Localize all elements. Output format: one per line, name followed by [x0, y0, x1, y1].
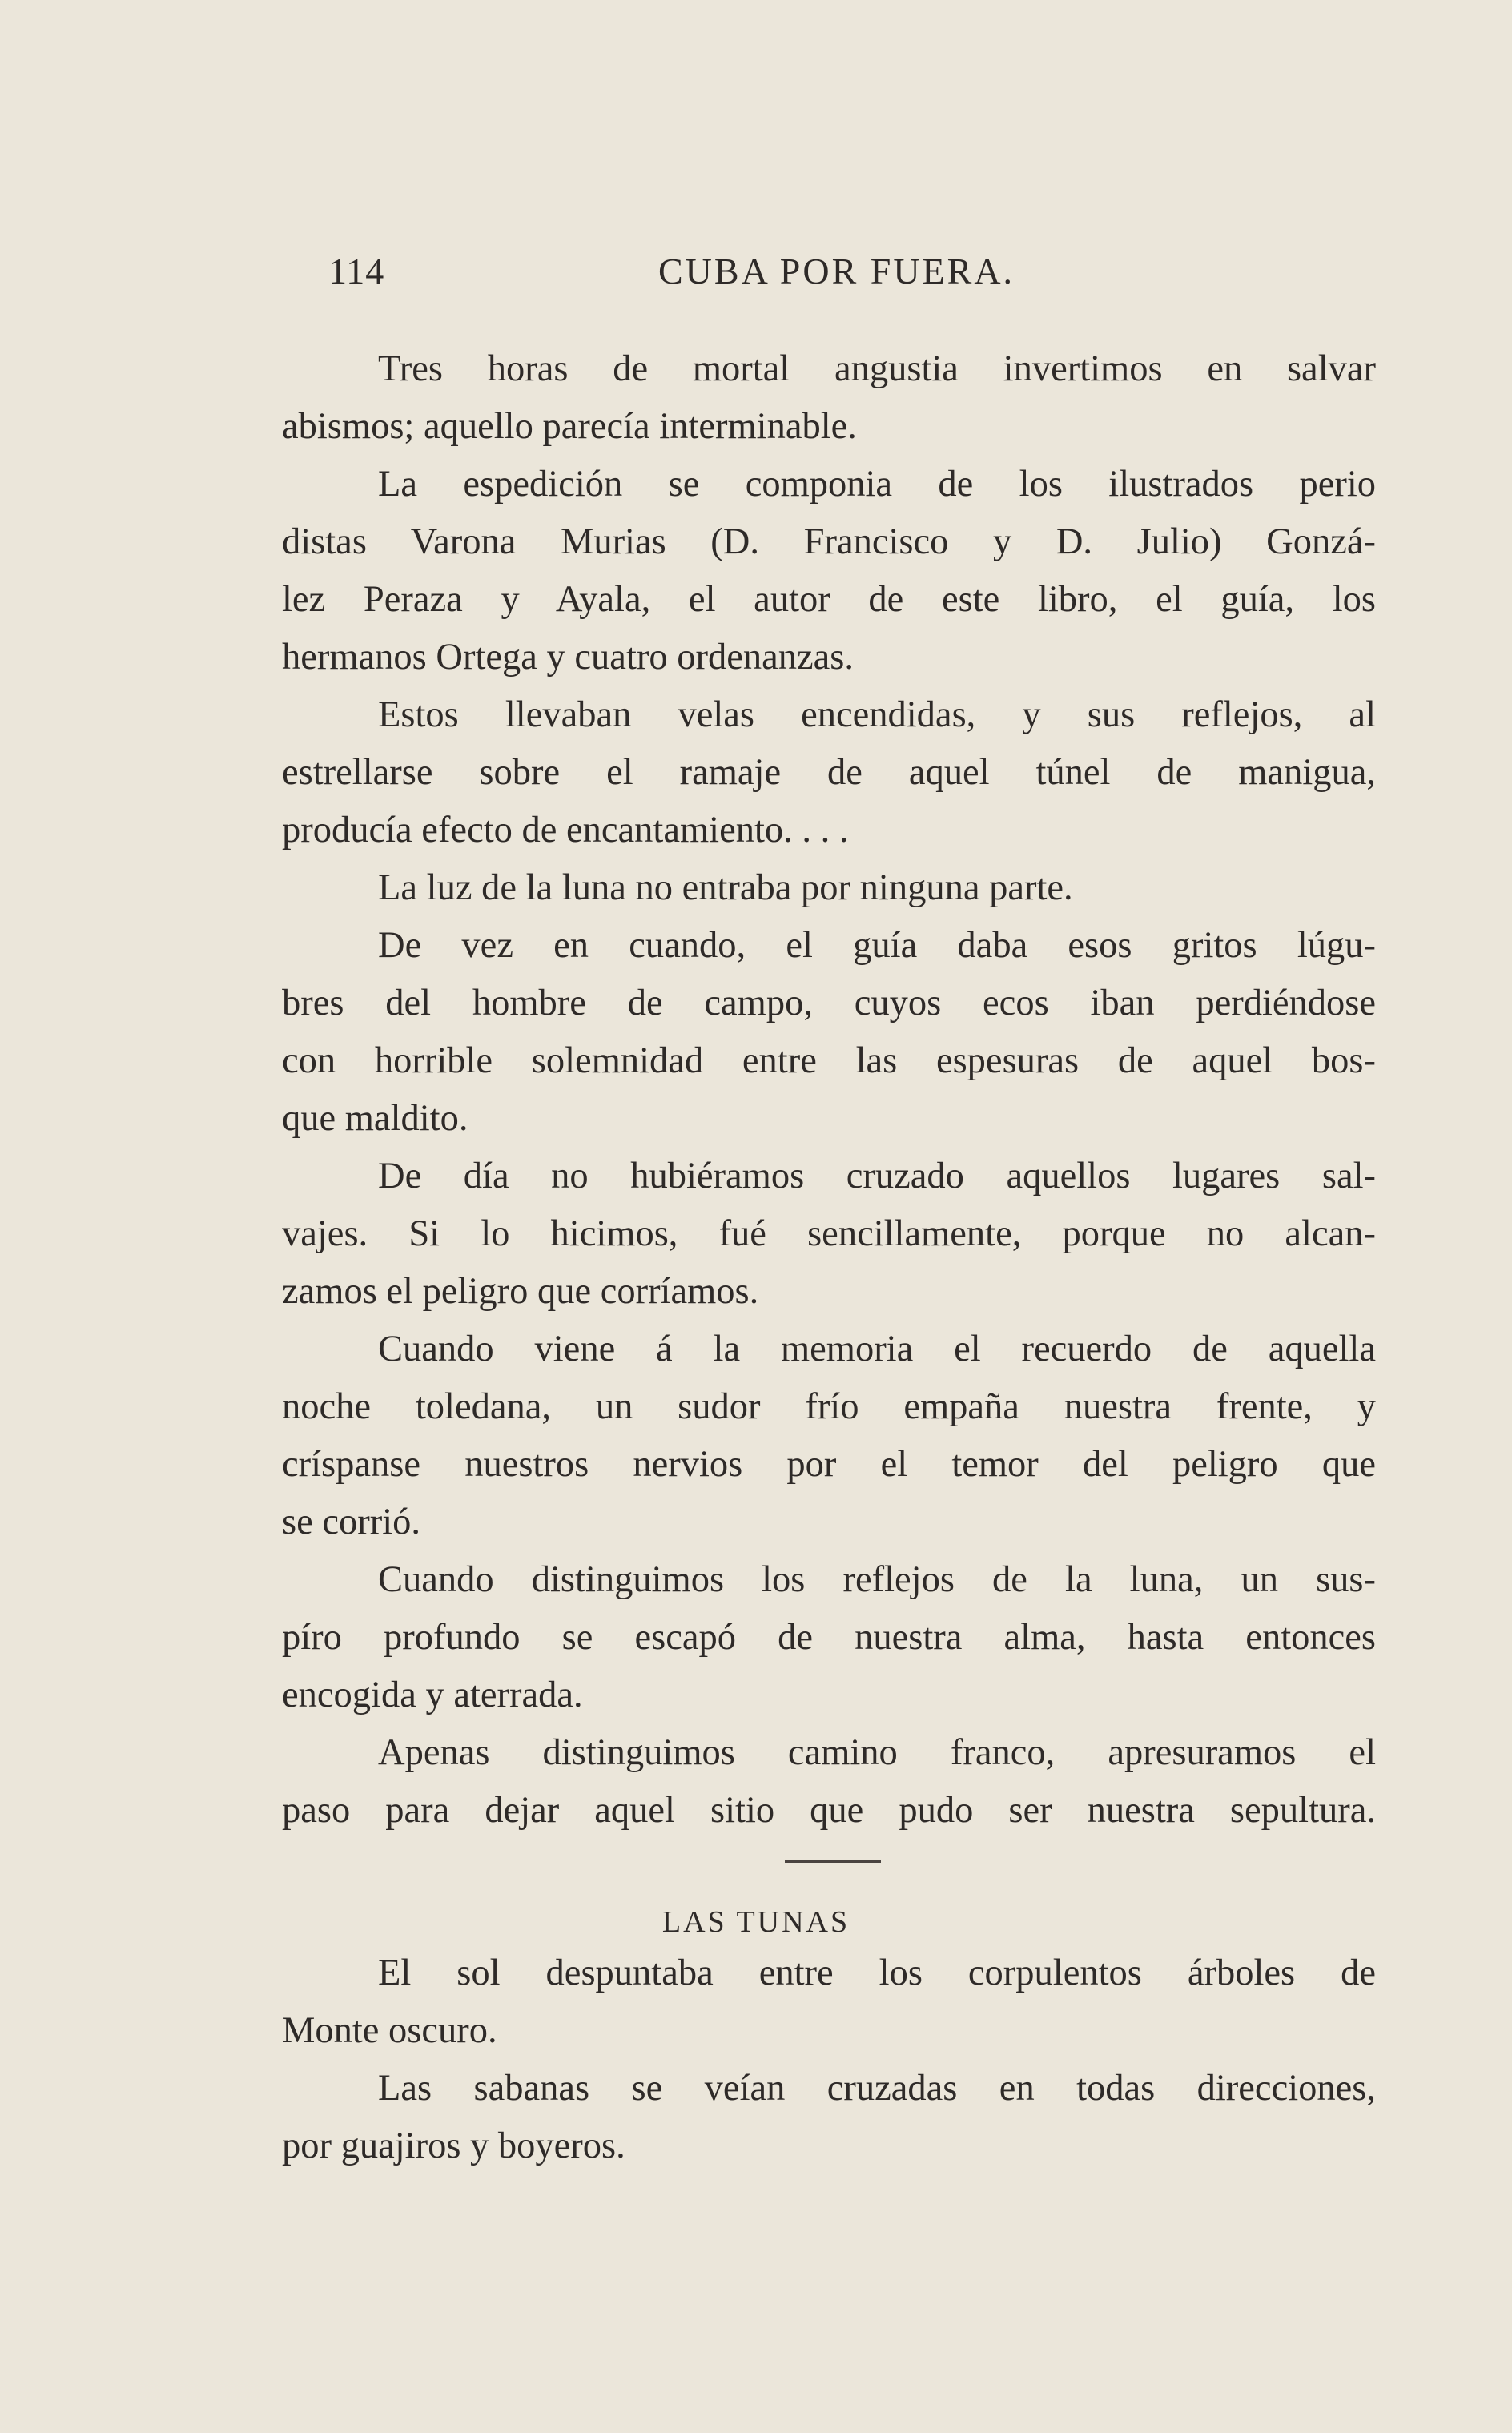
text-line: por guajiros y boyeros. [282, 2125, 625, 2166]
text-line: Cuando distinguimos los reflejos de la luna, un sus- [378, 1559, 1376, 1600]
text-line: píro profundo se escapó de nuestra alma, hasta entonces [282, 1617, 1376, 1658]
text-line: Monte oscuro. [282, 2010, 497, 2051]
text-line: Tres horas de mortal angustia invertimos en salvar [378, 348, 1376, 389]
text-line: noche toledana, un sudor frío empaña nuestra frente, y [282, 1386, 1376, 1427]
text-line: lez Peraza y Ayala, el autor de este libro, el guía, los [282, 579, 1376, 620]
text-line: se corrió. [282, 1502, 421, 1542]
text-line: abismos; aquello parecía interminable. [282, 406, 857, 447]
text-line: vajes. Si lo hicimos, fué sencillamente, porque no alcan- [282, 1213, 1376, 1254]
body-text-block [282, 340, 1376, 1840]
text-line: De día no hubiéramos cruzado aquellos lugares sal- [378, 1156, 1376, 1196]
text-line: bres del hombre de campo, cuyos ecos iban perdiéndose [282, 983, 1376, 1023]
running-title: CUBA POR FUERA. [658, 251, 1015, 292]
text-line: críspanse nuestros nervios por el temor del peligro que [282, 1444, 1376, 1485]
text-line: producía efecto de encantamiento. . . . [282, 810, 849, 851]
text-line: estrellarse sobre el ramaje de aquel túnel de manigua, [282, 752, 1376, 793]
text-line: El sol despuntaba entre los corpulentos árboles de [378, 1952, 1376, 1993]
section-title: LAS TUNAS [662, 1905, 850, 1939]
text-line: distas Varona Murias (D. Francisco y D. Julio) Gonzá- [282, 521, 1376, 562]
text-line: Las sabanas se veían cruzadas en todas direcciones, [378, 2068, 1376, 2109]
body-text-block-2 [282, 1944, 1376, 2175]
section-divider [785, 1860, 881, 1863]
text-line: La luz de la luna no entraba por ninguna parte. [378, 867, 1073, 908]
text-line: con horrible solemnidad entre las espesuras de aquel bos- [282, 1040, 1376, 1081]
text-line: zamos el peligro que corríamos. [282, 1271, 759, 1312]
text-line: que maldito. [282, 1098, 468, 1139]
text-line: Apenas distinguimos camino franco, apresuramos el [378, 1732, 1376, 1773]
page-number: 114 [328, 251, 385, 292]
text-line: La espedición se componia de los ilustrados perio [378, 464, 1376, 505]
page-header [328, 250, 1129, 298]
text-line: Cuando viene á la memoria el recuerdo de aquella [378, 1329, 1376, 1369]
text-line: Estos llevaban velas encendidas, y sus reflejos, al [378, 694, 1376, 735]
text-line: hermanos Ortega y cuatro ordenanzas. [282, 637, 854, 678]
text-line: encogida y aterrada. [282, 1675, 583, 1715]
text-line: paso para dejar aquel sitio que pudo ser nuestra sepultura. [282, 1790, 1376, 1831]
text-line: De vez en cuando, el guía daba esos gritos lúgu- [378, 925, 1376, 966]
